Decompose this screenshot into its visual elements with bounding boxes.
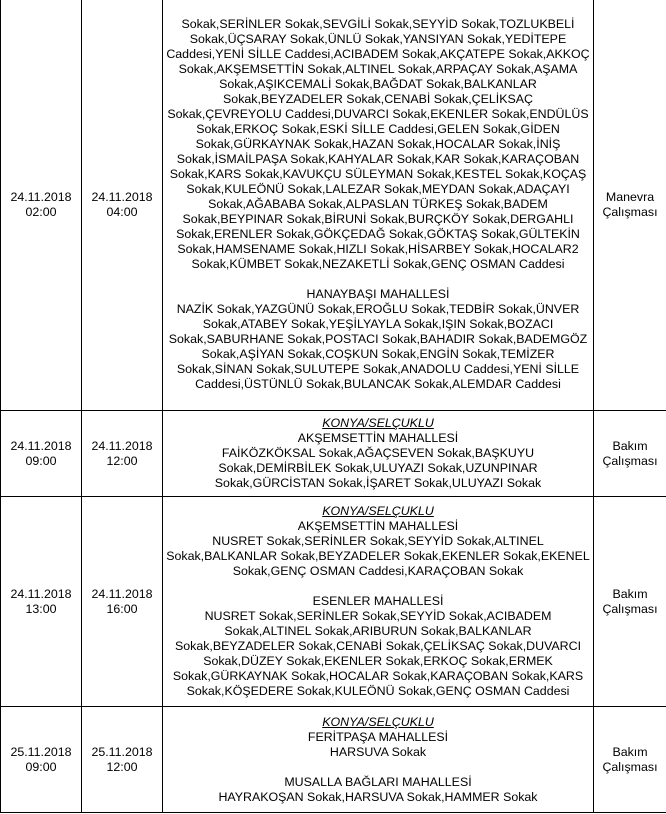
start-datetime: 24.11.2018 13:00 [1, 497, 82, 707]
table-row [1, 707, 666, 813]
affected-areas [163, 411, 594, 497]
street-list: NAZİK Sokak,YAZGÜNÜ Sokak,EROĞLU Sokak,TEDBİR Sokak,ÜNVER Sokak,ATABEY Sokak,YEŞİLYAYLA Sokak,IŞIN Sokak,BOZACI Sokak,SABURHANE Sokak,POSTACI Sokak,BAHADIR Sokak,BADEMGÖZ Sokak,AŞİYAN Sokak,COŞKUN Sokak,ENGİN Sokak,TEMİZER Sokak,SİNAN Sokak,SULUTEPE Sokak,ANADOLU Caddesi,YENİ SİLLE Caddesi,ÜSTÜNLÜ Sokak,BULANCAK Sokak,ALEMDAR Caddesi [168, 302, 588, 391]
spacer [166, 760, 590, 775]
mahalle-name: AKŞEMSETTİN MAHALLESİ [297, 519, 459, 533]
city-district: KONYA/SELÇUKLU [322, 714, 434, 729]
work-reason: Bakım Çalışması [594, 707, 666, 813]
street-list: Sokak,SERİNLER Sokak,SEVGİLİ Sokak,SEYYİD Sokak,TOZLUKBELİ Sokak,ÜÇSARAY Sokak,ÜNLÜ Sokak,YANSIYAN Sokak,YEDİTEPE Caddesi,YENİ SİLLE Caddesi,ACIBADEM Sokak,AKÇATEPE Sokak,AKKOÇ Sokak,AKŞEMSETTİN Sokak,ALTINEL Sokak,ARPAÇAY Sokak,AŞAMA Sokak,AŞIKCEMALİ Sokak,BAĞDAT Sokak,BALKANLAR Sokak,BEYZADELER Sokak,CENABİ Sokak,ÇELİKSAÇ Sokak,ÇEVREYOLU Caddesi,DUVARCI Sokak,EKENLER Sokak,ENDÜLÜS Sokak,ERKOÇ Sokak,ESKİ SİLLE Caddesi,GELEN Sokak,GİDEN Sokak,GÜRKAYNAK Sokak,HAZAN Sokak,HOCALAR Sokak,İNİŞ Sokak,İSMAİLPAŞA Sokak,KAHYALAR Sokak,KAR Sokak,KARAÇOBAN Sokak,KARS Sokak,KAVUKÇU SÜLEYMAN Sokak,KESTEL Sokak,KOÇAŞ Sokak,KULEÖNÜ Sokak,LALEZAR Sokak,MEYDAN Sokak,ADAÇAYI Sokak,AĞABABA Sokak,ALPASLAN TÜRKEŞ Sokak,BADEM Sokak,BEYPINAR Sokak,BİRUNİ Sokak,BURÇKÖY Sokak,DERGAHLI Sokak,ERENLER Sokak,GÖKÇEDAĞ Sokak,GÖKTAŞ Sokak,GÜLTEKİN Sokak,HAMSENAME Sokak,HIZLI Sokak,HİSARBEY Sokak,HOCALAR2 Sokak,KÜMBET Sokak,NEZAKETLİ Sokak,GENÇ OSMAN Caddesi [166, 17, 590, 271]
affected-areas [163, 0, 594, 411]
street-list: HARSUVA Sokak [329, 744, 427, 759]
start-datetime: 24.11.2018 02:00 [1, 0, 82, 411]
work-reason: Bakım Çalışması [594, 411, 666, 497]
table-row [1, 497, 666, 707]
start-datetime: 24.11.2018 09:00 [1, 411, 82, 497]
street-list: NUSRET Sokak,SERİNLER Sokak,SEYYİD Sokak,ACIBADEM Sokak,ALTINEL Sokak,ARIBURUN Sokak,BALKANLAR Sokak,BEYZADELER Sokak,CENABİ Sokak,ÇELİKSAÇ Sokak,DUVARCI Sokak,DÜZEY Sokak,EKENLER Sokak,ERKOÇ Sokak,ERMEK Sokak,GÜRKAYNAK Sokak,HOCALAR Sokak,KARAÇOBAN Sokak,KARS Sokak,KÖŞEDERE Sokak,KULEÖNÜ Sokak,GENÇ OSMAN Caddesi [172, 609, 584, 698]
street-list: NUSRET Sokak,SERİNLER Sokak,SEYYİD Sokak,ALTINEL Sokak,BALKANLAR Sokak,BEYZADELER Sokak,EKENLER Sokak,EKENEL Sokak,GENÇ OSMAN Caddesi,KARAÇOBAN Sokak [166, 534, 590, 578]
start-datetime: 25.11.2018 09:00 [1, 707, 82, 813]
table-row [1, 411, 666, 497]
city-district: KONYA/SELÇUKLU [322, 504, 434, 518]
affected-areas [163, 497, 594, 707]
end-datetime: 25.11.2018 12:00 [82, 707, 163, 813]
mahalle-name: FERİTPAŞA MAHALLESİ [307, 729, 449, 744]
end-datetime: 24.11.2018 16:00 [82, 497, 163, 707]
work-reason: Bakım Çalışması [594, 497, 666, 707]
city-district: KONYA/SELÇUKLU [322, 416, 434, 430]
street-list: HAYRAKOŞAN Sokak,HARSUVA Sokak,HAMMER Sokak [218, 789, 538, 804]
work-reason: Manevra Çalışması [594, 0, 666, 411]
table-row [1, 0, 666, 411]
spacer [166, 579, 590, 594]
mahalle-name: AKŞEMSETTİN MAHALLESİ [297, 431, 459, 445]
mahalle-name: ESENLER MAHALLESİ [312, 594, 444, 608]
street-list: FAİKÖZKÖKSAL Sokak,AĞAÇSEVEN Sokak,BAŞKUYU Sokak,DEMİRBİLEK Sokak,ULUYAZI Sokak,UZUNPINAR Sokak,GÜRCİSTAN Sokak,İŞARET Sokak,ULUYAZI Sokak [214, 446, 542, 490]
spacer [166, 272, 590, 287]
end-datetime: 24.11.2018 04:00 [82, 0, 163, 411]
mahalle-name: HANAYBAŞI MAHALLESİ [306, 287, 450, 301]
end-datetime: 24.11.2018 12:00 [82, 411, 163, 497]
affected-areas [163, 707, 594, 813]
mahalle-name: MUSALLA BAĞLARI MAHALLESİ [284, 774, 472, 789]
